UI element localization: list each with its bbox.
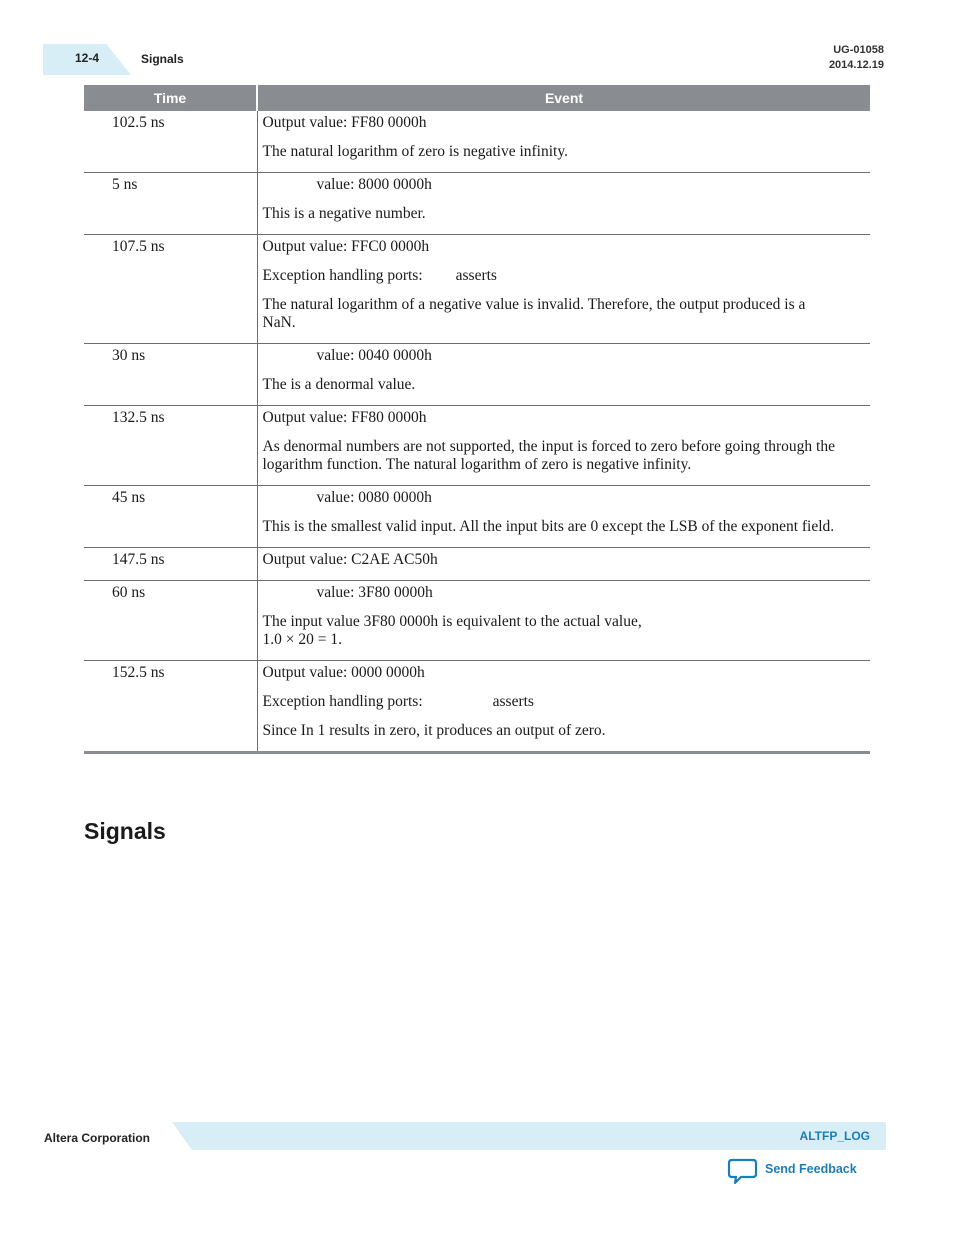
event-cell <box>257 344 870 406</box>
event-cell <box>257 111 870 173</box>
time-cell: 147.5 ns <box>84 548 257 581</box>
event-text: Output value: FF80 0000h <box>262 409 427 426</box>
time-cell: 107.5 ns <box>84 235 257 344</box>
send-feedback-link[interactable] <box>727 1158 857 1186</box>
event-text: This is a negative number. <box>262 205 426 222</box>
footer-band <box>172 1122 886 1150</box>
time-cell: 30 ns <box>84 344 257 406</box>
footer-company: Altera Corporation <box>44 1131 151 1145</box>
event-line <box>263 296 841 332</box>
table-row <box>84 581 870 661</box>
event-cell <box>257 406 870 486</box>
time-cell: 132.5 ns <box>84 406 257 486</box>
event-cell <box>257 486 870 548</box>
event-cell <box>257 235 870 344</box>
event-text: As denormal numbers are not supported, the input is forced to zero before going through the logarithm function. The natural logarithm of zero is negative infinity. <box>262 438 835 473</box>
event-line <box>263 438 841 474</box>
event-text: Output value: FF80 0000h <box>262 114 427 131</box>
table-row <box>84 661 870 753</box>
event-text: The natural logarithm of a negative value is invalid. Therefore, the output produced is a NaN. <box>262 296 806 331</box>
event-text: This is the smallest valid input. All the input bits are 0 except the LSB of the exponent field. <box>262 518 835 535</box>
table-row <box>84 548 870 581</box>
event-line <box>263 693 841 711</box>
event-text-continuation: 1.0 × 20 = 1. <box>262 631 342 648</box>
event-text: value: 0040 0000h <box>316 347 432 364</box>
send-feedback-label: Send Feedback <box>765 1162 857 1176</box>
event-line <box>263 551 841 569</box>
table-header-row <box>84 85 870 111</box>
table-row <box>84 406 870 486</box>
event-line <box>263 489 841 507</box>
event-line <box>263 664 841 682</box>
event-line <box>263 114 841 132</box>
event-text: The is a denormal value. <box>262 376 416 393</box>
time-cell: 102.5 ns <box>84 111 257 173</box>
event-line <box>263 347 841 365</box>
event-line <box>263 409 841 427</box>
event-text: Output value: FFC0 0000h <box>262 238 430 255</box>
event-text: Output value: 0000 0000h <box>262 664 425 681</box>
event-cell <box>257 581 870 661</box>
simulation-events-table <box>84 85 870 754</box>
doc-meta <box>829 43 884 73</box>
time-cell: 60 ns <box>84 581 257 661</box>
doc-date: 2014.12.19 <box>828 59 884 71</box>
table-row <box>84 344 870 406</box>
doc-id: UG-01058 <box>833 44 884 56</box>
event-line <box>263 176 841 194</box>
table-row <box>84 111 870 173</box>
column-header-time: Time <box>84 85 257 111</box>
event-line <box>263 238 841 256</box>
time-cell: 45 ns <box>84 486 257 548</box>
table-row <box>84 173 870 235</box>
event-line <box>263 518 841 536</box>
speech-bubble-icon <box>727 1158 758 1186</box>
footer-doc-name[interactable]: ALTFP_LOG <box>799 1129 870 1143</box>
event-line <box>263 584 841 602</box>
chapter-number: 12-4 <box>75 51 100 65</box>
event-line <box>263 376 841 394</box>
header-section-title: Signals <box>141 52 184 66</box>
time-cell: 152.5 ns <box>84 661 257 753</box>
table-row <box>84 235 870 344</box>
column-header-event: Event <box>257 85 870 111</box>
event-text: Exception handling ports: <box>262 693 423 710</box>
event-text: value: 3F80 0000h <box>316 584 433 601</box>
event-text: Exception handling ports: <box>262 267 423 284</box>
event-line <box>263 205 841 223</box>
event-cell <box>257 661 870 753</box>
event-line <box>263 613 841 649</box>
table-row <box>84 486 870 548</box>
event-line <box>263 722 841 740</box>
event-text: value: 0080 0000h <box>316 489 432 506</box>
event-cell <box>257 173 870 235</box>
time-cell: 5 ns <box>84 173 257 235</box>
event-line <box>263 143 841 161</box>
event-text-suffix: asserts <box>492 693 534 710</box>
event-line <box>263 267 841 285</box>
event-text: Since In 1 results in zero, it produces an output of zero. <box>262 722 606 739</box>
event-text-suffix: asserts <box>455 267 497 284</box>
table-body <box>84 111 870 753</box>
event-text: The natural logarithm of zero is negative infinity. <box>262 143 568 160</box>
event-text: Output value: C2AE AC50h <box>262 551 438 568</box>
event-text: The input value 3F80 0000h is equivalent to the actual value, <box>262 613 642 630</box>
event-text: value: 8000 0000h <box>316 176 432 193</box>
event-cell <box>257 548 870 581</box>
section-heading: Signals <box>84 818 166 844</box>
